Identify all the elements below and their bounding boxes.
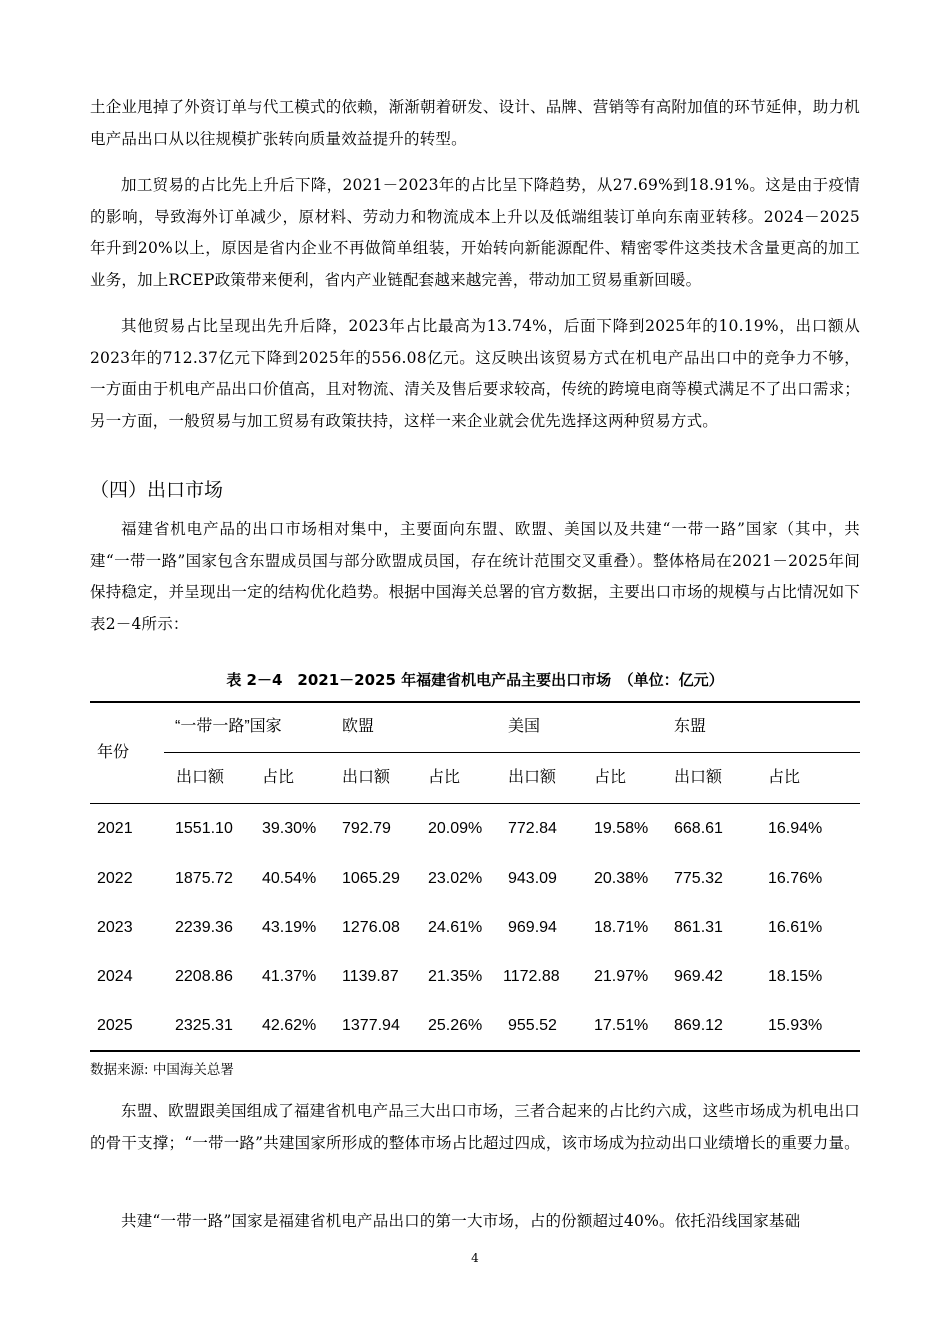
table-header-mid-rule bbox=[164, 752, 860, 753]
table-cell: 16.94% bbox=[768, 820, 823, 837]
table-cell: 2325.31 bbox=[175, 1017, 233, 1034]
table-cell: 2239.36 bbox=[175, 919, 233, 936]
table-cell: 1377.94 bbox=[342, 1017, 400, 1034]
table-cell: 41.37% bbox=[262, 968, 317, 985]
table-cell: 39.30% bbox=[262, 820, 317, 837]
table-cell: 25.26% bbox=[428, 1017, 483, 1034]
subheader-share: 占比 bbox=[262, 769, 295, 786]
paragraph-other-trade: 其他贸易占比呈现出先升后降，2023年占比最高为13.74%，后面下降到2025年的10.19%，出口额从2023年的712.37亿元下降到2025年的556.08亿元。这反映出该贸易方式在机电产品出口中的竞争力不够，一方面由于机电产品出口价值高，且对物流、清关及售后要求较高，传统的跨境电商等模式满足不了出口需求；另一方面，一般贸易与加工贸易有政策扶持，这样一来企业就会优先选择这两种贸易方式。 bbox=[90, 317, 860, 430]
table-bottom-rule bbox=[90, 1050, 860, 1052]
table-cell: 15.93% bbox=[768, 1017, 823, 1034]
paragraph-processing-trade: 加工贸易的占比先上升后下降，2021－2023年的占比呈下降趋势，从27.69%到18.91%。这是由于疫情的影响，导致海外订单减少，原材料、劳动力和物流成本上升以及低端组装订单向东南亚转移。2024－2025年升到20%以上，原因是省内企业不再做简单组装，开始转向新能源配件、精密零件这类技术含量更高的加工业务，加上RCEP政策带来便利，省内产业链配套越来越完善，带动加工贸易重新回暖。 bbox=[90, 176, 860, 289]
row-year: 2024 bbox=[97, 968, 133, 985]
table-cell: 21.97% bbox=[594, 968, 649, 985]
page-number: 4 bbox=[471, 1251, 479, 1265]
table-cell: 861.31 bbox=[674, 919, 723, 936]
table-cell: 17.51% bbox=[594, 1017, 649, 1034]
table-cell: 40.54% bbox=[262, 870, 317, 887]
table-cell: 1139.87 bbox=[342, 968, 399, 985]
table-cell: 42.62% bbox=[262, 1017, 317, 1034]
table-cell: 20.38% bbox=[594, 870, 649, 887]
subheader-share: 占比 bbox=[768, 769, 801, 786]
table-cell: 775.32 bbox=[674, 870, 723, 887]
table-cell: 668.61 bbox=[674, 820, 723, 837]
table-cell: 792.79 bbox=[342, 820, 391, 837]
table-cell: 969.94 bbox=[508, 919, 557, 936]
table-header-bottom-rule bbox=[90, 803, 860, 804]
table-top-rule bbox=[90, 701, 860, 703]
paragraph-market-intro: 福建省机电产品的出口市场相对集中，主要面向东盟、欧盟、美国以及共建“一带一路”国家（其中，共建“一带一路”国家包含东盟成员国与部分欧盟成员国，存在统计范围交叉重叠）。整体格局在2021－2025年间保持稳定，并呈现出一定的结构优化趋势。根据中国海关总署的官方数据，主要出口市场的规模与占比情况如下表2－4所示： bbox=[90, 520, 860, 633]
subheader-share: 占比 bbox=[594, 769, 627, 786]
row-year: 2025 bbox=[97, 1017, 133, 1034]
row-year: 2021 bbox=[97, 820, 133, 837]
header-group-usa: 美国 bbox=[508, 718, 541, 735]
row-year: 2022 bbox=[97, 870, 133, 887]
header-year: 年份 bbox=[97, 744, 130, 761]
table-cell: 16.76% bbox=[768, 870, 823, 887]
table-cell: 1065.29 bbox=[342, 870, 400, 887]
table-cell: 1875.72 bbox=[175, 870, 233, 887]
subheader-amount: 出口额 bbox=[176, 769, 225, 786]
table-cell: 16.61% bbox=[768, 919, 823, 936]
table-cell: 23.02% bbox=[428, 870, 483, 887]
table-cell: 20.09% bbox=[428, 820, 483, 837]
table-cell: 2208.86 bbox=[175, 968, 233, 985]
header-group-asean: 东盟 bbox=[674, 718, 707, 735]
table-cell: 24.61% bbox=[428, 919, 483, 936]
table-cell: 1172.88 bbox=[503, 968, 560, 985]
table-cell: 1551.10 bbox=[175, 820, 233, 837]
subheader-amount: 出口额 bbox=[674, 769, 723, 786]
paragraph-three-markets: 东盟、欧盟跟美国组成了福建省机电产品三大出口市场，三者合起来的占比约六成，这些市场成为机电出口的骨干支撑；“一带一路”共建国家所形成的整体市场占比超过四成，该市场成为拉动出口业绩增长的重要力量。 bbox=[90, 1102, 860, 1152]
header-group-belt-road: “一带一路”国家 bbox=[175, 718, 282, 735]
section-heading: （四）出口市场 bbox=[90, 479, 224, 501]
table-cell: 19.58% bbox=[594, 820, 649, 837]
subheader-share: 占比 bbox=[428, 769, 461, 786]
table-cell: 18.15% bbox=[768, 968, 823, 985]
table-caption: 表 2－4 2021－2025 年福建省机电产品主要出口市场 （单位：亿元） bbox=[226, 671, 724, 689]
table-cell: 969.42 bbox=[674, 968, 723, 985]
paragraph-continued: 土企业甩掉了外资订单与代工模式的依赖，渐渐朝着研发、设计、品牌、营销等有高附加值的环节延伸，助力机电产品出口从以往规模扩张转向质量效益提升的转型。 bbox=[90, 98, 860, 148]
table-cell: 869.12 bbox=[674, 1017, 723, 1034]
subheader-amount: 出口额 bbox=[508, 769, 557, 786]
table-cell: 43.19% bbox=[262, 919, 317, 936]
table-cell: 18.71% bbox=[594, 919, 649, 936]
table-cell: 1276.08 bbox=[342, 919, 400, 936]
subheader-amount: 出口额 bbox=[342, 769, 391, 786]
header-group-eu: 欧盟 bbox=[342, 718, 375, 735]
paragraph-belt-road: 共建“一带一路”国家是福建省机电产品出口的第一大市场，占的份额超过40%。依托沿线国家基础 bbox=[121, 1212, 801, 1230]
data-source-note: 数据来源: 中国海关总署 bbox=[90, 1062, 234, 1078]
table-cell: 21.35% bbox=[428, 968, 483, 985]
table-cell: 772.84 bbox=[508, 820, 557, 837]
table-cell: 955.52 bbox=[508, 1017, 557, 1034]
table-cell: 943.09 bbox=[508, 870, 557, 887]
row-year: 2023 bbox=[97, 919, 133, 936]
